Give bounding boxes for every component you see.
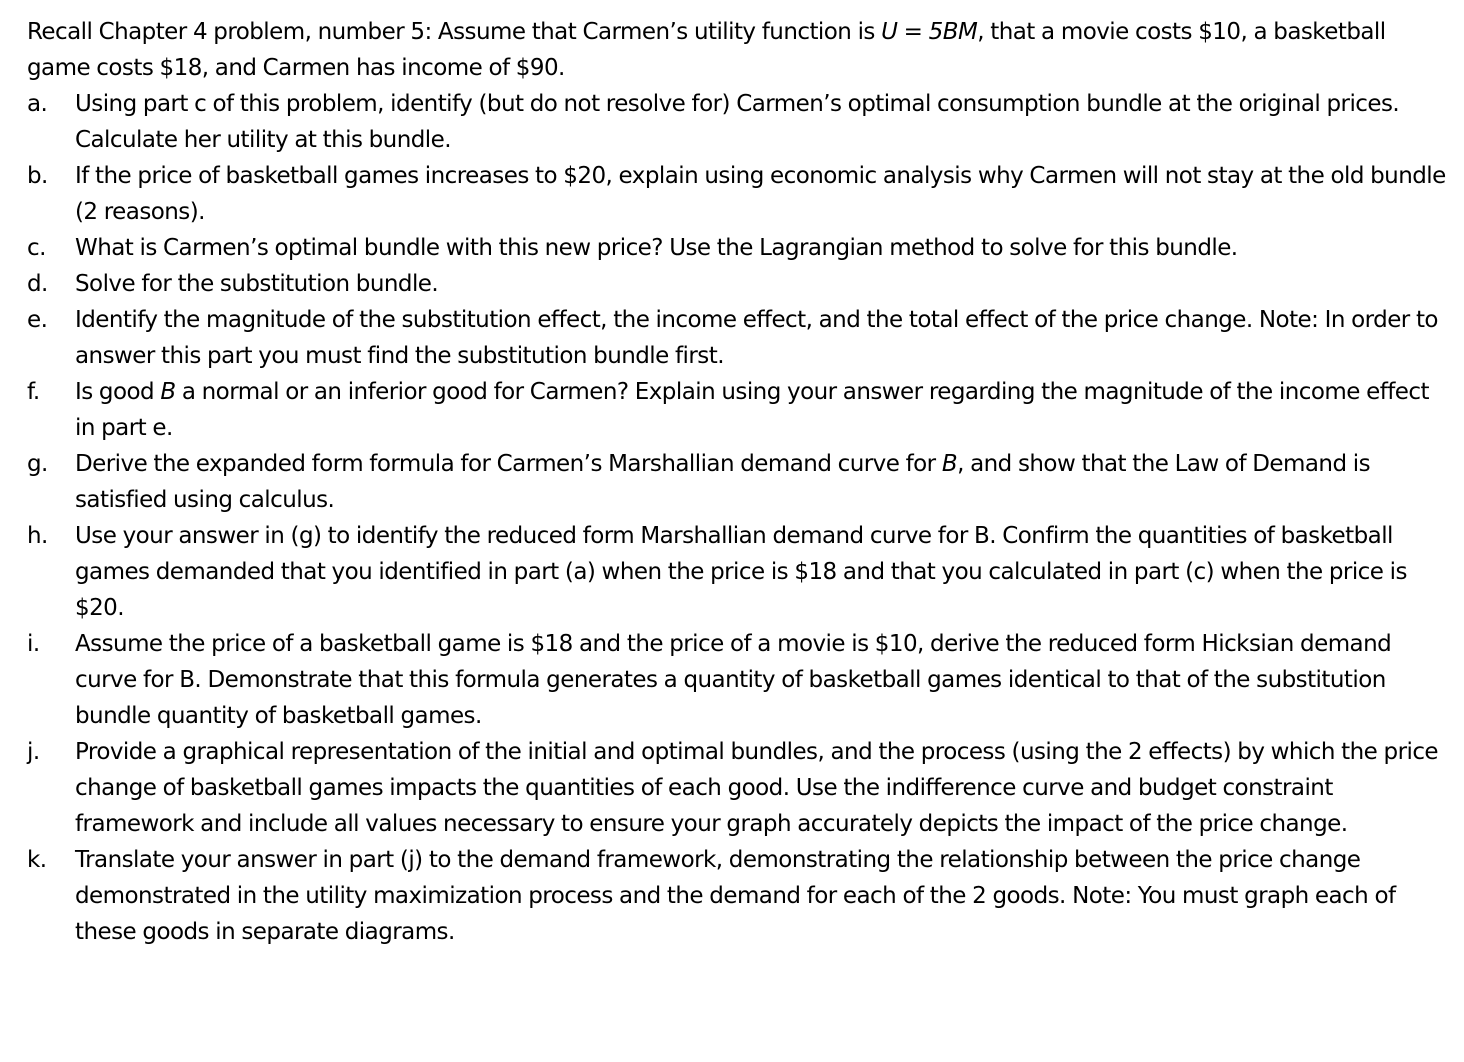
question-text [75,307,1438,369]
question-marker: a. [27,91,48,117]
utility-formula: U = 5BM [881,19,978,45]
text-segment: a normal or an inferior good for Carmen? Explain using your answer regarding the magnitude of the income effect in part e. [75,379,1429,441]
question-item-j [27,734,1452,842]
problem-intro [27,14,1452,86]
question-marker: k. [27,847,47,873]
text-segment: Using part c of this problem, identify (but do not resolve for) Carmen’s optimal consumption bundle at the original prices. Calculate her utility at this bundle. [75,91,1400,153]
question-marker: e. [27,307,48,333]
text-segment: Is good [75,379,161,405]
question-marker: b. [27,163,48,189]
question-marker: i. [27,631,40,657]
question-text [75,235,1238,261]
question-list [27,86,1452,950]
question-item-f [27,374,1452,446]
question-text [75,379,1429,441]
question-marker: g. [27,451,48,477]
question-text [75,271,438,297]
question-item-a [27,86,1452,158]
problem-document [27,14,1452,950]
intro-text: Recall Chapter 4 problem, number 5: Assume that Carmen’s utility function is [27,19,882,45]
question-item-e [27,302,1452,374]
italic-variable: B [160,379,176,405]
question-marker: h. [27,523,48,549]
text-segment: Solve for the substitution bundle. [75,271,439,297]
question-text [75,631,1391,729]
question-marker: f. [27,379,40,405]
text-segment: , and show that the Law of Demand is satisfied using calculus. [75,451,1371,513]
question-marker: d. [27,271,48,297]
question-text [75,739,1438,837]
question-item-c [27,230,1452,266]
question-text [75,163,1446,225]
question-item-b [27,158,1452,230]
italic-variable: B [941,451,958,477]
text-segment: If the price of basketball games increases to $20, explain using economic analysis why Carmen will not stay at the old bundle (2 reasons). [75,163,1446,225]
intro-text-cont: , that a movie costs $10, a basketball game costs $18, and Carmen has income of $90. [27,19,1386,81]
question-marker: j. [27,739,40,765]
question-item-g [27,446,1452,518]
text-segment: Identify the magnitude of the substitution effect, the income effect, and the total effect of the price change. Note: In order to answer this part you must find the substitution bundle first. [75,307,1438,369]
text-segment: Provide a graphical representation of the initial and optimal bundles, and the process (using the 2 effects) by which the price change of basketball games impacts the quantities of each good. Use the indifference curve and budget constraint framework and include all values necessary to ensure your graph accurately depicts the impact of the price change. [75,739,1439,837]
question-item-d [27,266,1452,302]
question-item-h [27,518,1452,626]
text-segment: Derive the expanded form formula for Carmen’s Marshallian demand curve for [75,451,942,477]
text-segment: Assume the price of a basketball game is $18 and the price of a movie is $10, derive the reduced form Hicksian demand curve for B. Demonstrate that this formula generates a quantity of basketball games identical to that of the substitution bundle quantity of basketball games. [75,631,1392,729]
question-marker: c. [27,235,46,261]
question-text [75,523,1407,621]
question-item-k [27,842,1452,950]
text-segment: What is Carmen’s optimal bundle with this new price? Use the Lagrangian method to solve for this bundle. [75,235,1238,261]
text-segment: Use your answer in (g) to identify the reduced form Marshallian demand curve for B. Confirm the quantities of basketball games demanded that you identified in part (a) when the price is $18 and that you calculated in part (c) when the price is $20. [75,523,1407,621]
question-text [75,91,1399,153]
question-text [75,847,1396,945]
text-segment: Translate your answer in part (j) to the demand framework, demonstrating the relationship between the price change demonstrated in the utility maximization process and the demand for each of the 2 goods. Note: You must graph each of these goods in separate diagrams. [75,847,1396,945]
question-text [75,451,1370,513]
question-item-i [27,626,1452,734]
